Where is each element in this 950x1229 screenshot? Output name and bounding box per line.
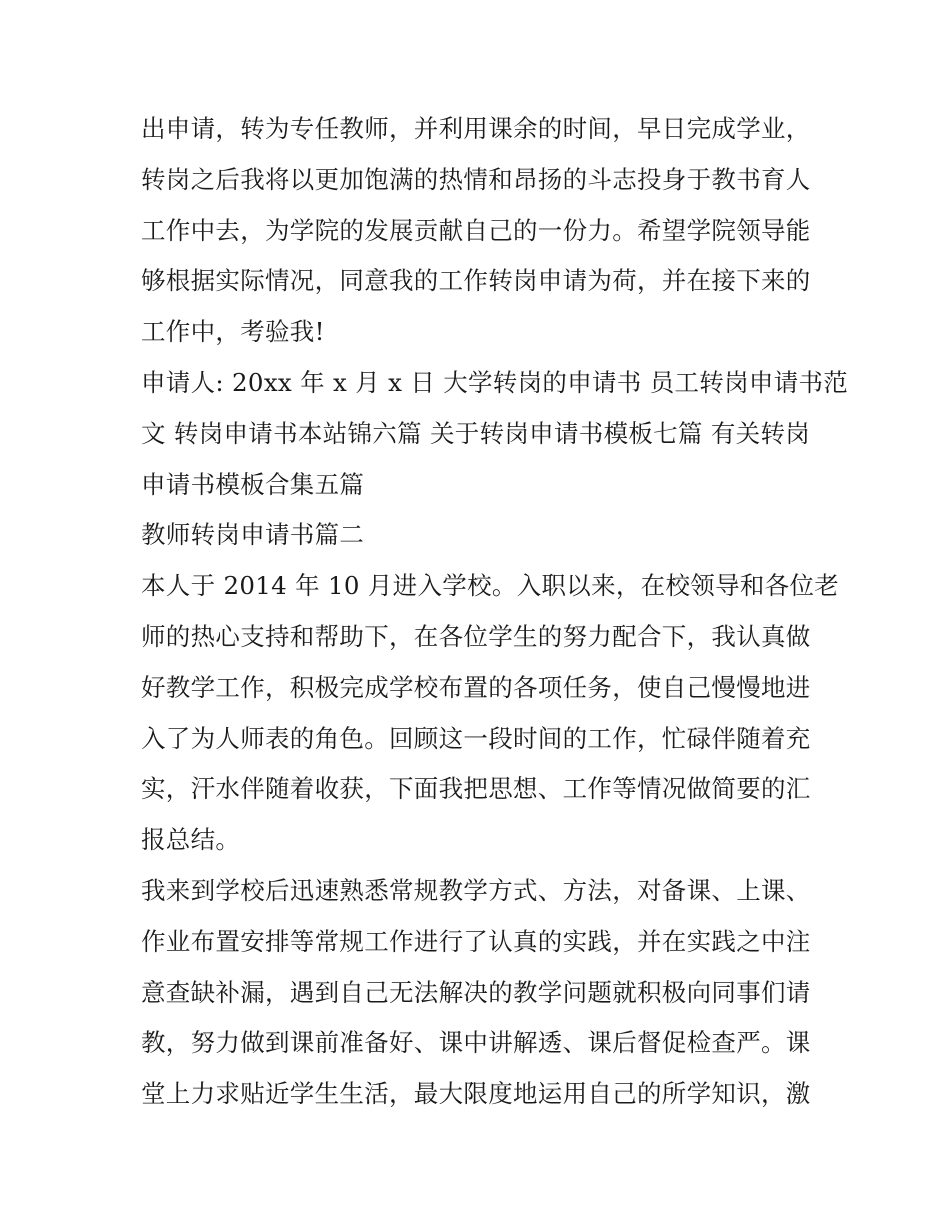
text-line: 够根据实际情况，同意我的工作转岗申请为荷，并在接下来的 [141, 266, 811, 296]
text-line: 工作中，考验我! [141, 317, 325, 347]
text-line: 意查缺补漏，遇到自己无法解决的教学问题就积极向同事们请 [141, 977, 811, 1007]
text-line: 申请书模板合集五篇 [141, 469, 365, 499]
document-body [141, 104, 849, 1120]
text-line: 转岗之后我将以更加饱满的热情和昂扬的斗志投身于教书育人 [141, 164, 811, 194]
text-line: 作业布置安排等常规工作进行了认真的实践，并在实践之中注 [141, 926, 811, 956]
text-line: 工作中去，为学院的发展贡献自己的一份力。希望学院领导能 [141, 215, 811, 245]
text-line: 本人于 2014 年 10 月进入学校。入职以来，在校领导和各位老 [141, 571, 840, 601]
text-line: 堂上力求贴近学生生活，最大限度地运用自己的所学知识，激 [141, 1079, 811, 1109]
text-line: 我来到学校后迅速熟悉常规教学方式、方法，对备课、上课、 [141, 875, 811, 905]
section-heading: 教师转岗申请书篇二 [141, 520, 365, 550]
text-line: 文 转岗申请书本站锦六篇 关于转岗申请书模板七篇 有关转岗 [141, 418, 811, 448]
text-line: 入了为人师表的角色。回顾这一段时间的工作，忙碌伴随着充 [141, 723, 811, 753]
applicant-line: 申请人: 20xx 年 x 月 x 日 大学转岗的申请书 员工转岗申请书范 [141, 367, 849, 397]
text-line: 实，汗水伴随着收获，下面我把思想、工作等情况做简要的汇 [141, 774, 811, 804]
text-line: 报总结。 [141, 825, 241, 855]
text-line: 出申请，转为专任教师，并利用课余的时间，早日完成学业， [141, 114, 811, 143]
text-line: 好教学工作，积极完成学校布置的各项任务，使自己慢慢地进 [141, 672, 811, 702]
text-line: 教，努力做到课前准备好、课中讲解透、课后督促检查严。课 [141, 1028, 811, 1058]
text-line: 师的热心支持和帮助下，在各位学生的努力配合下，我认真做 [141, 621, 811, 651]
